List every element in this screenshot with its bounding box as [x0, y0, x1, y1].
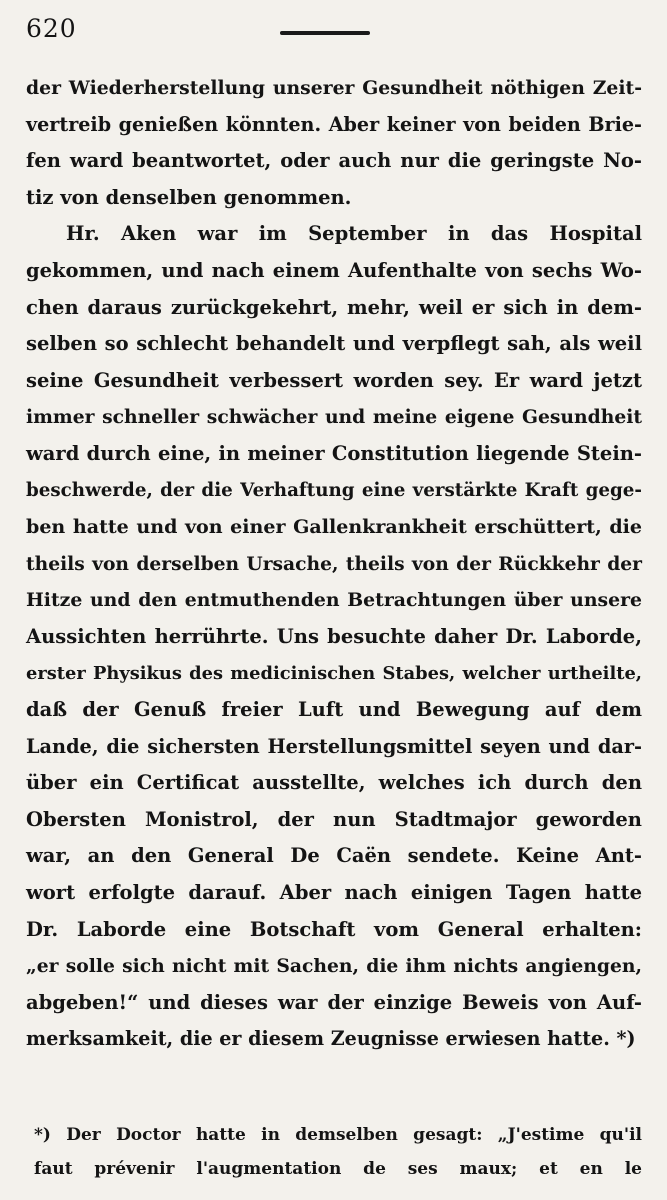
- text-line: theils von derselben Ursache, theils von der Rückkehr der: [26, 552, 642, 575]
- text-line: wort erfolgte darauf. Aber nach einigen Tagen hatte: [26, 881, 642, 905]
- text-line: Aussichten herrührte. Uns besuchte daher Dr. Laborde,: [26, 624, 642, 648]
- header-rule: [280, 31, 370, 35]
- text-line: selben so schlecht behandelt und verpflegt sah, als weil: [26, 332, 642, 356]
- footnote-line: *) Der Doctor hatte in demselben gesagt: „J'estime qu'il: [34, 1125, 642, 1145]
- text-line: ward durch eine, in meiner Constitution liegende Stein-: [26, 441, 642, 465]
- footnote: [34, 1118, 642, 1186]
- text-line: Hr. Aken war im September in das Hospital: [66, 222, 642, 246]
- text-line: erster Physikus des medicinischen Stabes, welcher urtheilte,: [26, 662, 642, 684]
- text-line: fen ward beantwortet, oder auch nur die geringste No-: [26, 149, 642, 173]
- text-line: über ein Certificat ausstellte, welches ich durch den: [26, 771, 642, 795]
- text-line: Obersten Monistrol, der nun Stadtmajor geworden: [26, 807, 642, 831]
- text-line: gekommen, und nach einem Aufenthalte von sechs Wo-: [26, 258, 642, 282]
- text-line: beschwerde, der die Verhaftung eine verstärkte Kraft gege-: [26, 479, 642, 501]
- text-line: Dr. Laborde eine Botschaft vom General erhalten:: [26, 917, 642, 941]
- text-line: tiz von denselben genommen.: [26, 185, 352, 209]
- body-text: [26, 70, 642, 1058]
- text-line: Hitze und den entmuthenden Betrachtungen über unsere: [26, 589, 642, 612]
- text-line: der Wiederherstellung unserer Gesundheit nöthigen Zeit-: [26, 77, 642, 99]
- text-line: merksamkeit, die er diesem Zeugnisse erwiesen hatte. *): [26, 1027, 636, 1051]
- text-line: „er solle sich nicht mit Sachen, die ihm nichts angiengen,: [26, 955, 642, 978]
- text-line: chen daraus zurückgekehrt, mehr, weil er sich in dem-: [26, 295, 642, 319]
- text-line: Lande, die sichersten Herstellungsmittel seyen und dar-: [26, 734, 642, 758]
- page-number: 620: [26, 14, 77, 43]
- text-line: immer schneller schwächer und meine eigene Gesundheit: [26, 406, 642, 429]
- text-line: daß der Genuß freier Luft und Bewegung auf dem: [26, 698, 642, 722]
- text-line: war, an den General De Caën sendete. Keine Ant-: [26, 844, 642, 868]
- text-line: vertreib genießen könnten. Aber keiner von beiden Brie-: [26, 112, 642, 136]
- text-line: seine Gesundheit verbessert worden sey. Er ward jetzt: [26, 368, 642, 392]
- footnote-line: faut prévenir l'augmentation de ses maux; et en le: [34, 1159, 642, 1179]
- text-line: abgeben!“ und dieses war der einzige Beweis von Auf-: [26, 990, 642, 1014]
- text-line: ben hatte und von einer Gallenkrankheit erschüttert, die: [26, 516, 642, 539]
